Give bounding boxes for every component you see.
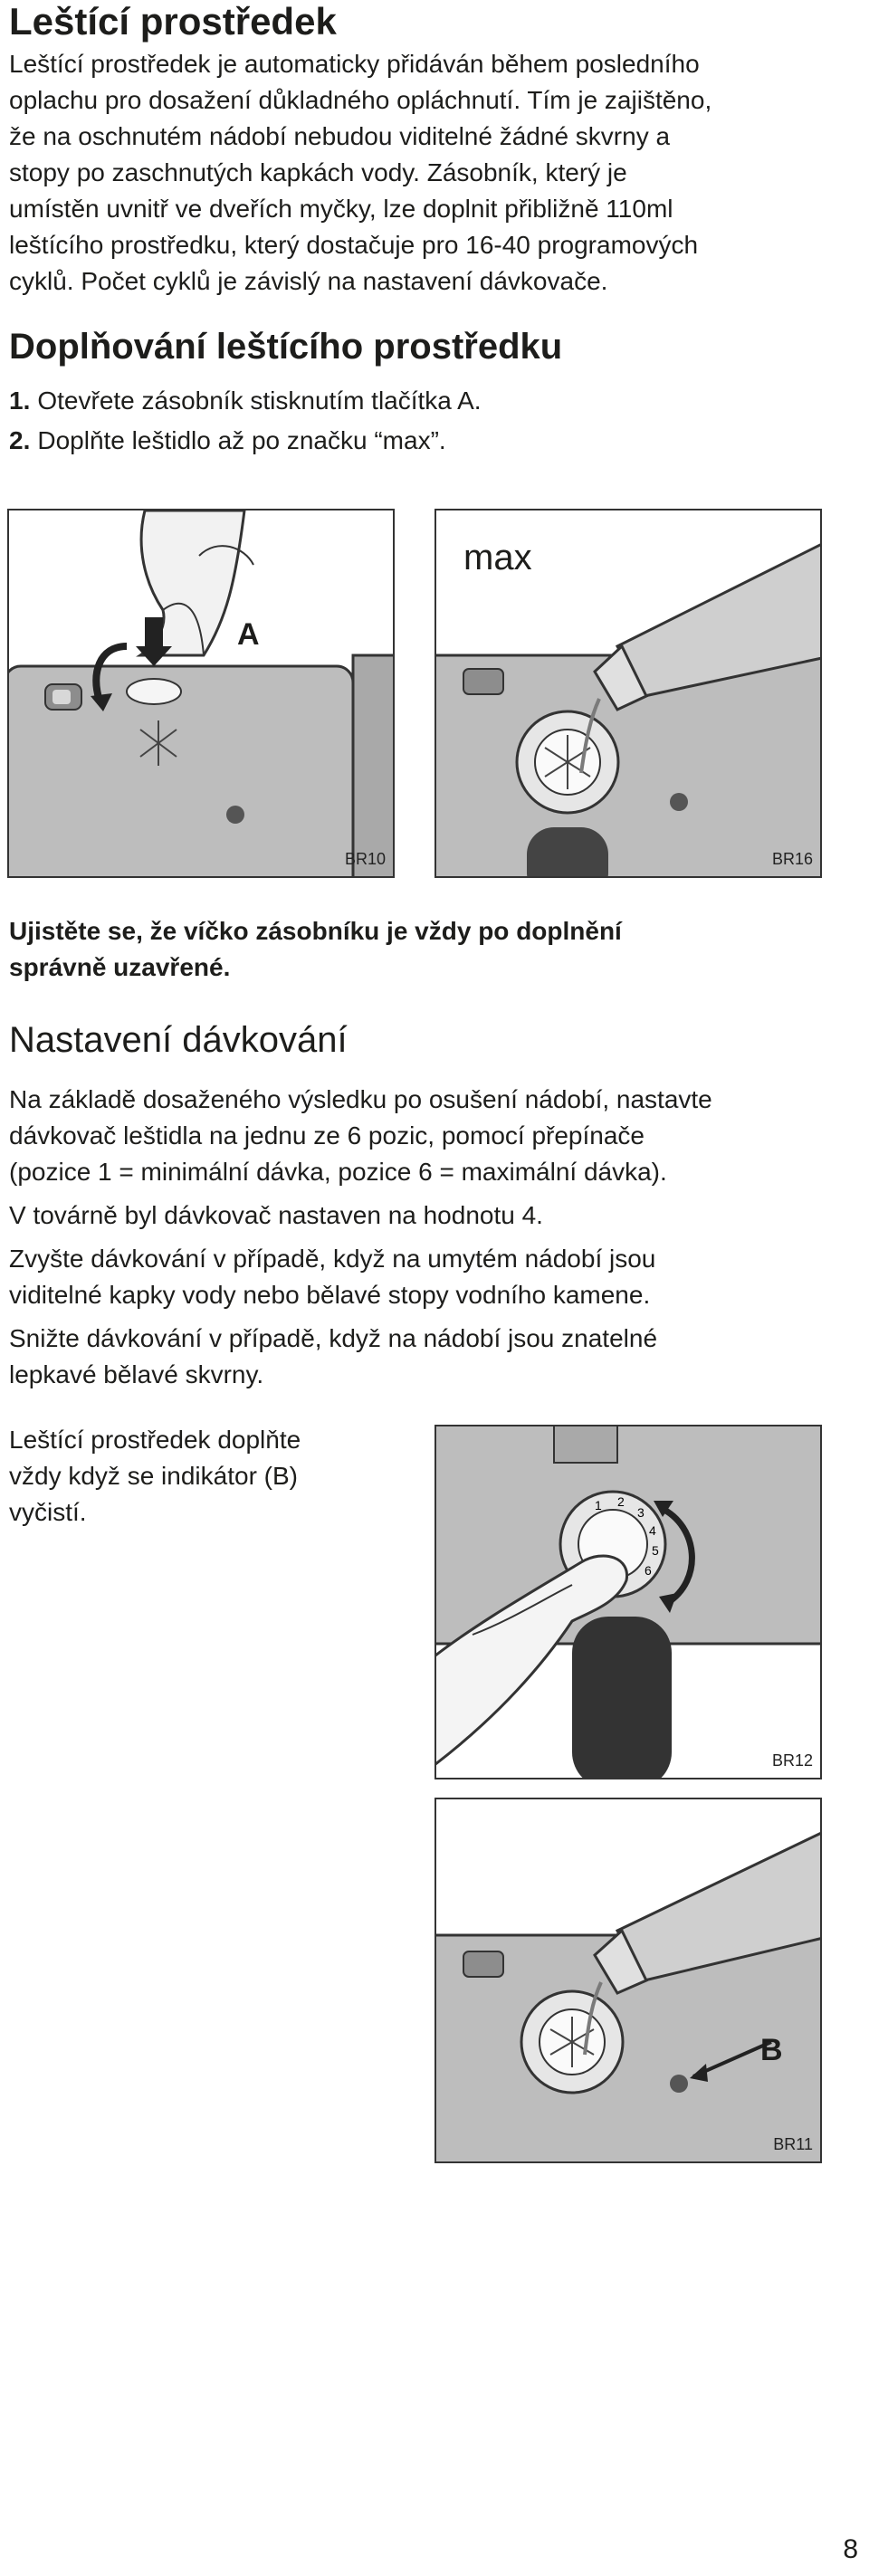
intro-line-5: umístěn uvnitř ve dveřích myčky, lze doplnit přibližně 110ml [9, 195, 673, 223]
section-title-rinse-aid: Leštící prostředek [9, 0, 337, 43]
note-line-2: vždy když se indikátor (B) [9, 1462, 298, 1490]
section-title-dosage: Nastavení dávkování [9, 1020, 348, 1060]
section-title-refill: Doplňování leštícího prostředku [9, 327, 563, 367]
dosage-para1-line2: dávkovač leštidla na jednu ze 6 pozic, pomocí přepínače [9, 1121, 645, 1150]
illustration-open-dispenser [9, 510, 393, 876]
intro-line-7: cyklů. Počet cyklů je závislý na nastavení dávkovače. [9, 267, 608, 295]
figure-br16 [434, 509, 822, 878]
dosage-para1-line1: Na základě dosaženého výsledku po osušení nádobí, nastavte [9, 1085, 712, 1113]
dial-mark-3: 3 [637, 1505, 645, 1520]
figure-br12 [434, 1425, 822, 1779]
figure-code-br10: BR10 [344, 850, 386, 868]
step-2-number: 2. [9, 426, 31, 454]
dosage-para2: V továrně byl dávkovač nastaven na hodnotu 4. [9, 1201, 543, 1229]
figure-code-br16: BR16 [771, 850, 813, 868]
figure-code-br11: BR11 [773, 2135, 813, 2153]
dosage-para1-line3: (pozice 1 = minimální dávka, pozice 6 = maximální dávka). [9, 1158, 667, 1186]
intro-line-6: leštícího prostředku, který dostačuje pro 16-40 programových [9, 231, 699, 259]
figure-label-b: B [760, 2033, 783, 2067]
intro-line-3: že na oschnutém nádobí nebudou viditelné žádné skvrny a [9, 122, 671, 150]
intro-line-1: Leštící prostředek je automaticky přidáván během posledního [9, 50, 700, 78]
warning-line-2: správně uzavřené. [9, 953, 231, 981]
step-1-text: Otevřete zásobník stisknutím tlačítka A. [37, 386, 482, 415]
dosage-para3-line1: Zvyšte dávkování v případě, když na umytém nádobí jsou [9, 1245, 656, 1273]
figure-br10 [7, 509, 395, 878]
figure-br11 [434, 1798, 822, 2163]
step-1 [9, 384, 482, 418]
step-2 [9, 424, 446, 458]
figure-label-a: A [237, 617, 260, 652]
note-line-3: vyčistí. [9, 1498, 87, 1526]
figure-code-br12: BR12 [771, 1751, 813, 1770]
dial-mark-5: 5 [652, 1543, 659, 1558]
intro-line-2: oplachu pro dosažení důkladného opláchnutí. Tím je zajištěno, [9, 86, 712, 114]
page-number: 8 [843, 2534, 858, 2564]
dosage-para4-line2: lepkavé bělavé skvrny. [9, 1360, 264, 1388]
figure-label-max: max [463, 538, 532, 577]
illustration-indicator [436, 1799, 820, 2161]
dial-mark-4: 4 [649, 1523, 656, 1538]
dial-mark-6: 6 [645, 1563, 652, 1578]
dosage-para4-line1: Snižte dávkování v případě, když na nádobí jsou znatelné [9, 1324, 658, 1352]
warning-line-1: Ujistěte se, že víčko zásobníku je vždy po doplnění [9, 917, 622, 945]
illustration-adjust-dial [436, 1426, 820, 1778]
step-1-number: 1. [9, 386, 31, 415]
note-line-1: Leštící prostředek doplňte [9, 1426, 301, 1454]
intro-line-4: stopy po zaschnutých kapkách vody. Zásobník, který je [9, 158, 627, 186]
dosage-para3-line2: viditelné kapky vody nebo bělavé stopy vodního kamene. [9, 1281, 651, 1309]
step-2-text: Doplňte leštidlo až po značku “max”. [37, 426, 446, 454]
dial-mark-1: 1 [595, 1498, 602, 1512]
dial-mark-2: 2 [617, 1494, 625, 1509]
